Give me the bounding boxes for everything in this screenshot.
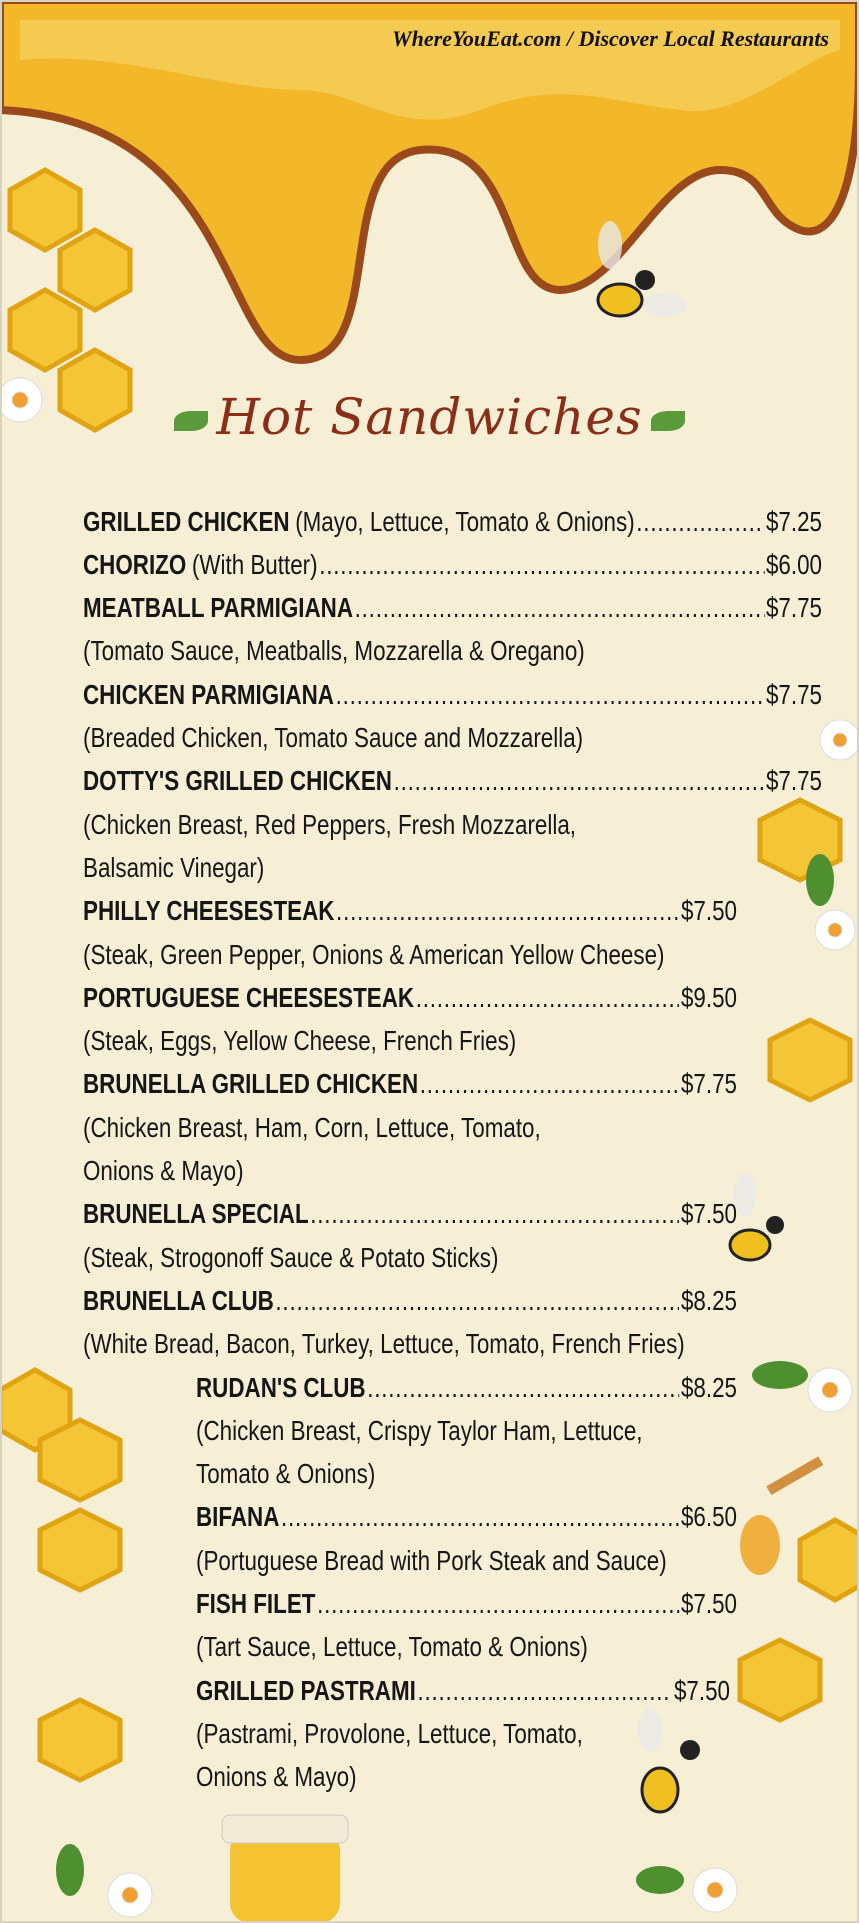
menu-item-name: CHICKEN PARMIGIANA <box>83 678 334 710</box>
menu-item-name: FISH FILET <box>196 1588 316 1619</box>
dot-leader <box>275 1279 679 1322</box>
dot-leader <box>336 673 765 716</box>
menu-item-name: BRUNELLA CLUB <box>83 1284 274 1316</box>
menu-item-name: BRUNELLA GRILLED CHICKEN <box>83 1068 419 1100</box>
menu-item-row <box>83 500 822 543</box>
menu-item-row <box>83 889 737 932</box>
menu-item-description: Onions & Mayo) <box>196 1761 357 1793</box>
menu-item-row <box>83 976 737 1019</box>
dot-leader <box>420 1062 680 1105</box>
menu-item-inline-description: (Mayo, Lettuce, Tomato & Onions) <box>295 505 635 537</box>
dot-leader <box>281 1495 679 1538</box>
menu-item-description: (Chicken Breast, Red Peppers, Fresh Mozzarella, <box>83 808 576 840</box>
menu-item-price: $7.50 <box>680 1588 737 1619</box>
menu-item-price: $6.50 <box>680 1501 737 1533</box>
menu-item-price: $7.75 <box>765 592 822 624</box>
menu-item-row <box>196 1366 737 1409</box>
menu-item-name: MEATBALL PARMIGIANA <box>83 592 354 624</box>
menu-item-description: Tomato & Onions) <box>196 1458 376 1490</box>
dot-leader <box>367 1366 679 1409</box>
menu-item-description: Onions & Mayo) <box>83 1155 244 1186</box>
menu-item-description: (White Bread, Bacon, Turkey, Lettuce, Tomato, French Fries) <box>83 1328 685 1360</box>
menu-item-price: $7.25 <box>765 505 822 537</box>
menu-item-price: $8.25 <box>680 1371 737 1403</box>
dot-leader <box>417 1669 672 1712</box>
menu-item-price: $7.50 <box>673 1674 730 1706</box>
section-title-text: Hot Sandwiches <box>216 388 643 446</box>
menu-item-name: GRILLED CHICKEN <box>83 505 290 537</box>
menu-item-row <box>196 1669 730 1712</box>
menu-item-row <box>196 1582 737 1625</box>
menu-item-price: $8.25 <box>680 1284 737 1316</box>
menu-item-description: (Tomato Sauce, Meatballs, Mozzarella & Oregano) <box>83 635 585 667</box>
menu-item-row <box>83 673 822 716</box>
section-title <box>0 388 859 446</box>
menu-item-name: BRUNELLA SPECIAL <box>83 1198 309 1230</box>
menu-item-name: PORTUGUESE CHEESESTEAK <box>83 981 415 1013</box>
menu-item-description: (Steak, Eggs, Yellow Cheese, French Fries) <box>83 1025 517 1057</box>
menu-item-row <box>83 1192 737 1235</box>
menu-item-price: $7.75 <box>680 1068 737 1100</box>
menu-item-description: (Steak, Green Pepper, Onions & American Yellow Cheese) <box>83 938 665 970</box>
site-banner[interactable]: WhereYouEat.com / Discover Local Restaurants <box>392 26 829 51</box>
menu-item-name: BIFANA <box>196 1501 280 1533</box>
leaf-icon <box>651 411 685 431</box>
menu-item-price: $7.75 <box>765 765 822 797</box>
menu-item-description: (Tart Sauce, Lettuce, Tomato & Onions) <box>196 1631 588 1663</box>
menu-item-row <box>83 1062 737 1105</box>
menu-item-description: (Pastrami, Provolone, Lettuce, Tomato, <box>196 1717 583 1749</box>
dot-leader <box>355 586 765 629</box>
menu-item-price: $7.50 <box>680 895 737 927</box>
menu-item-description: (Breaded Chicken, Tomato Sauce and Mozzarella) <box>83 722 584 753</box>
menu-item-price: $7.50 <box>680 1198 737 1230</box>
menu-item-row <box>83 759 822 802</box>
menu-item-row <box>83 586 822 629</box>
dot-leader <box>310 1192 679 1235</box>
menu-item-description: (Chicken Breast, Crispy Taylor Ham, Lettuce, <box>196 1414 643 1446</box>
dot-leader <box>636 500 764 543</box>
menu-item-name: RUDAN'S CLUB <box>196 1371 366 1403</box>
menu-item-price: $9.50 <box>680 981 737 1013</box>
menu-item-price: $6.00 <box>765 548 822 580</box>
menu-item-name: GRILLED PASTRAMI <box>196 1674 416 1706</box>
dot-leader <box>416 976 680 1019</box>
dot-leader <box>319 543 764 586</box>
leaf-icon <box>174 411 208 431</box>
menu-item-name: PHILLY CHEESESTEAK <box>83 895 335 927</box>
dot-leader <box>317 1582 679 1625</box>
menu-item-description: Balsamic Vinegar) <box>83 851 265 883</box>
menu-item-inline-description: (With Butter) <box>191 548 318 580</box>
menu-item-description: (Steak, Strogonoff Sauce & Potato Sticks) <box>83 1241 499 1273</box>
menu-item-description: (Chicken Breast, Ham, Corn, Lettuce, Tomato, <box>83 1111 541 1143</box>
dot-leader <box>336 889 679 932</box>
menu-item-description: (Portuguese Bread with Pork Steak and Sauce) <box>196 1544 667 1576</box>
menu-item-price: $7.75 <box>765 678 822 710</box>
menu-item-row <box>196 1495 737 1538</box>
dot-leader <box>394 759 765 802</box>
menu-item-row <box>83 1279 737 1322</box>
menu-item-name: CHORIZO <box>83 548 187 580</box>
menu-item-row <box>83 543 822 586</box>
menu-item-name: DOTTY'S GRILLED CHICKEN <box>83 765 392 797</box>
